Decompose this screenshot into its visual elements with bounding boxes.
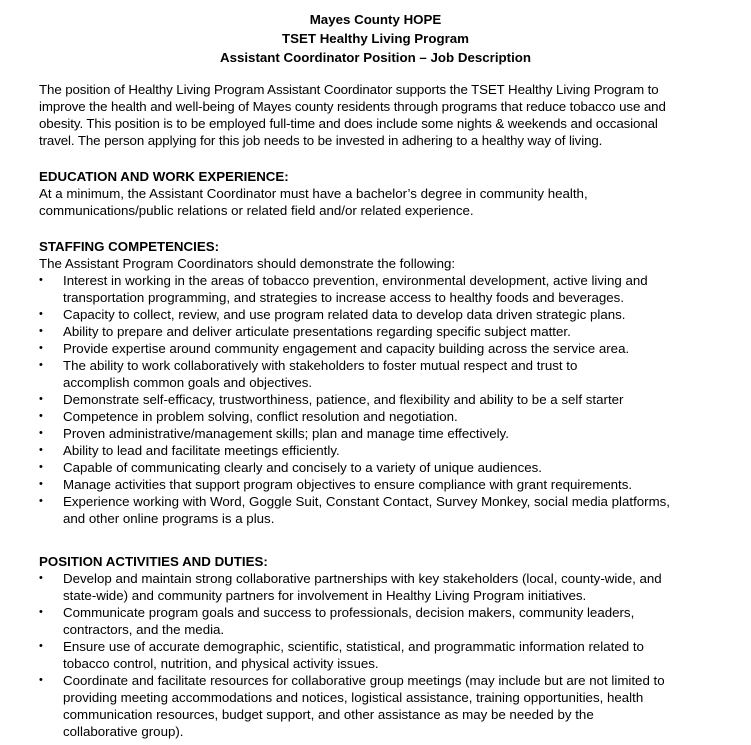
list-item: • Provide expertise around community engagement and capacity building across the service area. xyxy=(39,341,630,356)
list-item: • Interest in working in the areas of tobacco prevention, environmental development, active living and transportation programming, and strategies to increase access to healthy foods and beverages. xyxy=(39,273,648,305)
competencies-section xyxy=(39,238,751,527)
competencies-heading: STAFFING COMPETENCIES: xyxy=(39,239,220,254)
bullet-icon: • xyxy=(39,572,43,584)
org-title: Mayes County HOPE xyxy=(309,12,442,27)
list-item: • Competence in problem solving, conflict resolution and negotiation. xyxy=(39,409,458,424)
bullet-icon: • xyxy=(39,444,43,456)
list-item: • Capable of communicating clearly and concisely to a variety of unique audiences. xyxy=(39,460,542,475)
list-item: • Capacity to collect, review, and use program related data to develop data driven strategic plans. xyxy=(39,307,626,322)
intro-line: travel. The person applying for this job needs to be invested in adhering to a healthy way of living. xyxy=(39,133,603,148)
bullet-icon: • xyxy=(39,393,43,405)
list-item: • Coordinate and facilitate resources for collaborative group meetings (may include but are not limited to providing meeting accommodations and notices, logistical assistance, training opportunities, health communication resources, budget support, and other assistance as may be needed by the collaborative group). xyxy=(39,673,665,739)
list-item: • Develop and maintain strong collaborative partnerships with key stakeholders (local, county-wide, and state-wide) and community partners for involvement in Healthy Living Program initiatives. xyxy=(39,571,662,603)
intro-line: The position of Healthy Living Program Assistant Coordinator supports the TSET Healthy Living Program to xyxy=(39,82,659,97)
intro-paragraph xyxy=(39,81,749,149)
position-title: Assistant Coordinator Position – Job Description xyxy=(219,50,532,65)
competencies-intro: The Assistant Program Coordinators should demonstrate the following: xyxy=(39,256,456,271)
list-item: • Proven administrative/management skills; plan and manage time effectively. xyxy=(39,426,509,441)
bullet-icon: • xyxy=(39,478,43,490)
bullet-icon: • xyxy=(39,342,43,354)
bullet-icon: • xyxy=(39,359,43,371)
bullet-icon: • xyxy=(39,495,43,507)
education-section xyxy=(39,168,751,219)
list-item: • Communicate program goals and success to professionals, decision makers, community leaders, contractors, and the media. xyxy=(39,605,635,637)
bullet-icon: • xyxy=(39,461,43,473)
list-item: • Ability to lead and facilitate meetings efficiently. xyxy=(39,443,340,458)
duties-section xyxy=(39,553,751,740)
bullet-icon: • xyxy=(39,674,43,686)
bullet-icon: • xyxy=(39,606,43,618)
education-paragraph xyxy=(39,185,751,219)
list-item: • Manage activities that support program objectives to ensure compliance with grant requirements. xyxy=(39,477,633,492)
duties-heading: POSITION ACTIVITIES AND DUTIES: xyxy=(39,554,268,569)
competencies-list xyxy=(39,272,751,527)
duties-list xyxy=(39,570,751,740)
education-line: At a minimum, the Assistant Coordinator must have a bachelor’s degree in community health, xyxy=(39,186,588,201)
program-title: TSET Healthy Living Program xyxy=(282,31,469,46)
document-header xyxy=(0,10,751,67)
bullet-icon: • xyxy=(39,325,43,337)
bullet-icon: • xyxy=(39,427,43,439)
bullet-icon: • xyxy=(39,640,43,652)
bullet-icon: • xyxy=(39,274,43,286)
bullet-icon: • xyxy=(39,308,43,320)
education-line: communications/public relations or related field and/or related experience. xyxy=(39,203,474,218)
education-heading: EDUCATION AND WORK EXPERIENCE: xyxy=(39,169,289,184)
intro-line: improve the health and well-being of Mayes county residents through programs that reduce tobacco use and xyxy=(39,99,666,114)
bullet-icon: • xyxy=(39,410,43,422)
list-item: • Demonstrate self-efficacy, trustworthiness, patience, and flexibility and ability to be a self starter xyxy=(39,392,624,407)
list-item: • Ability to prepare and deliver articulate presentations regarding specific subject matter. xyxy=(39,324,571,339)
intro-line: obesity. This position is to be employed full-time and does include some nights & weekends and occasional xyxy=(39,116,658,131)
list-item: • Experience working with Word, Goggle Suit, Constant Contact, Survey Monkey, social media platforms, and other online programs is a plus. xyxy=(39,494,671,526)
list-item: • Ensure use of accurate demographic, scientific, statistical, and programmatic information related to tobacco control, nutrition, and physical activity issues. xyxy=(39,639,644,671)
list-item: • The ability to work collaboratively with stakeholders to foster mutual respect and trust to accomplish common goals and objectives. xyxy=(39,358,578,390)
